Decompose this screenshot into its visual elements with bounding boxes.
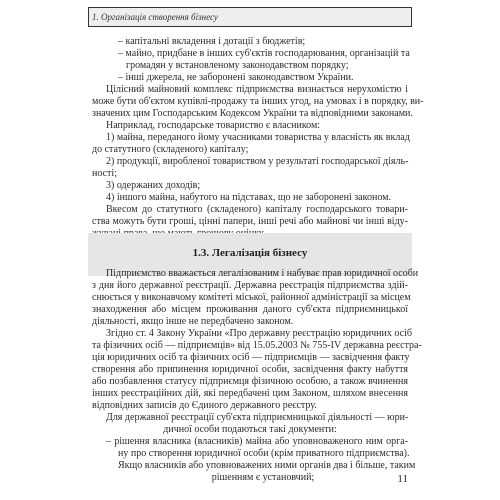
paragraph-line: діяльності, якщо інше не передбачено законом.	[92, 316, 294, 327]
paragraph-first-line: Згідно ст. 4 Закону України «Про державну реєстрацію юридичних осіб	[106, 328, 412, 339]
bullet-continuation: рішенням є установчий;	[211, 472, 315, 483]
bullet-line: – інші джерела, не заборонені законодавством України.	[118, 72, 354, 83]
paragraph-first-line: Підприємство вважається легалізованим і набуває прав юридичної особи	[106, 268, 419, 279]
paragraph-first-line: Для державної реєстрації суб'єкта підприємницької діяльності — юри-	[106, 412, 409, 423]
paragraph-line: дичної особи подаються такі документи:	[163, 424, 337, 435]
paragraph-line: снюється у виконавчому комітеті міської, районної адміністрації за місцем	[92, 292, 411, 303]
paragraph-line: відповідних записів до Єдиного державного реєстру.	[92, 400, 317, 411]
paragraph-first-line: Вкесом до статутного (складеного) капіталу господарського товари-	[106, 204, 408, 215]
section-heading: 1.3. Легалізація бізнесу	[192, 247, 308, 259]
paragraph-line: ція юридичних осіб та фізичних осіб — підприємців — засвідчення факту	[92, 352, 410, 363]
numbered-line: 1) майна, переданого йому учасниками товариства у власність як вклад	[106, 132, 410, 143]
paragraph-line: або позбавлення статусу підприємця фізичною особою, а також вчинення	[92, 376, 408, 387]
paragraph-first-line: Цілісний майновий комплекс підприємства визнається нерухомістю і	[106, 84, 408, 95]
page-number: 11	[397, 473, 408, 485]
paragraph-line: може бути об'єктом купівлі-продажу та інших угод, на умовах і в порядку, ви-	[92, 96, 424, 107]
numbered-line: 2) продукції, виробленої товариством у результаті господарської діяль-	[106, 156, 409, 167]
paragraph-first-line: Наприклад, господарське товариство є власником:	[106, 120, 321, 131]
bullet-line: – майно, придбане в інших суб'єктів господарювання, організацій та	[118, 48, 410, 59]
numbered-line: 4) іншого майна, набутого на підставах, що не заборонені законом.	[106, 192, 391, 203]
bullet-line: – рішення власника (власників) майна або уповноваженого ним орга-	[106, 436, 408, 447]
paragraph-line: та фізичних осіб — підприємців» від 15.05.2003 № 755-IV державна реєстра-	[92, 340, 422, 351]
numbered-line: 3) одержаних доходів;	[106, 180, 201, 191]
paragraph-line: інших реєстраційних дій, які передбачені цим Законом, шляхом внесення	[92, 388, 408, 399]
bullet-continuation: Якщо власників або уповноважених ними органів два і більше, таким	[118, 460, 416, 471]
bullet-continuation: ну про створення юридичної особи (крім приватного підприємства).	[118, 448, 410, 459]
numbered-continuation: до статутного (складеного) капіталу;	[92, 144, 249, 155]
paragraph-line: значених цим Господарським Кодексом України та відповідними законами.	[92, 108, 413, 119]
paragraph-line: створення або припинення юридичної особи, засвідчення факту набуття	[92, 364, 408, 375]
bullet-continuation: громадян у встановленому законодавством порядку;	[126, 60, 349, 71]
bullet-line: – капітальні вкладення і дотації з бюджетів;	[118, 36, 306, 47]
running-head: 1. Організація створення бізнесу	[88, 7, 412, 27]
paragraph-line: ства можуть бути гроші, цінні папери, інші речі або майнові чи інші віду-	[92, 216, 408, 227]
paragraph-line: знаходження або місцем проживання даного суб'єкта підприємницької	[92, 304, 408, 315]
numbered-continuation: ності;	[92, 168, 117, 179]
paragraph-line: з дня його державної реєстрації. Державна реєстрація підприємства здій-	[92, 280, 408, 291]
